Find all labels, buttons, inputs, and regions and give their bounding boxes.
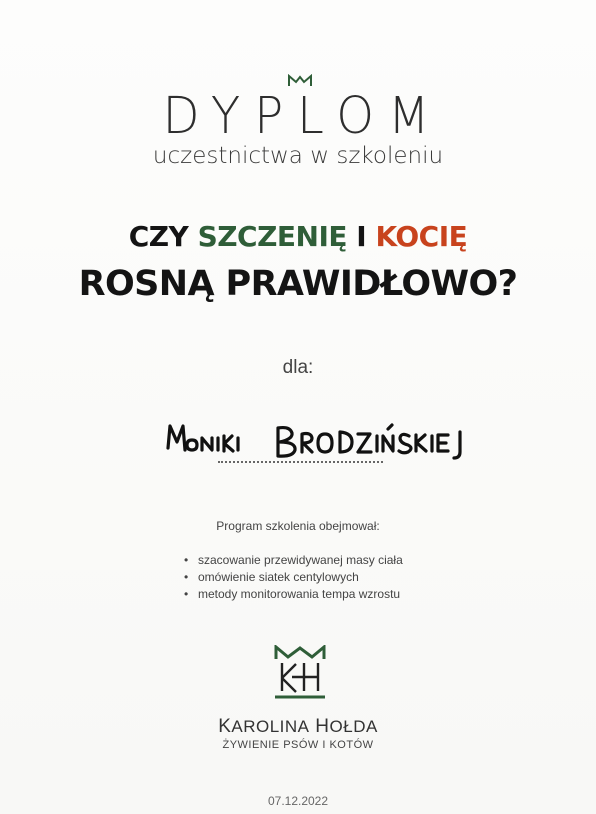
- list-item: [184, 569, 403, 586]
- list-item: [184, 552, 403, 569]
- handwritten-recipient-name: [160, 418, 480, 466]
- kh-crown-logo-icon: [270, 645, 330, 707]
- headline-i: I: [347, 220, 376, 253]
- program-item-text: metody monitorowania tempa wzrostu: [198, 587, 401, 601]
- bullet-icon: •: [184, 553, 189, 567]
- program-item-text: szacowanie przewidywanej masy ciała: [198, 553, 403, 567]
- brand-name: [0, 716, 596, 738]
- headline-line-1: [0, 220, 596, 253]
- headline-line-2: ROSNĄ PRAWIDŁOWO?: [78, 264, 518, 304]
- recipient-prefix: dla:: [282, 357, 314, 378]
- headline-kocie: KOCIĘ: [375, 220, 468, 253]
- brand-first-initial: K: [218, 716, 232, 737]
- diploma-subtitle: uczestnictwa w szkoleniu: [152, 143, 444, 169]
- headline-czy: CZY: [128, 220, 198, 253]
- list-item: [184, 586, 403, 603]
- brand-first-rest: AROLINA: [231, 717, 310, 736]
- bullet-icon: •: [184, 570, 189, 584]
- signature-dotted-line: [218, 461, 383, 463]
- program-title: Program szkolenia obejmował:: [216, 519, 380, 533]
- brand-last-rest: OŁDA: [329, 717, 378, 736]
- bullet-icon: •: [184, 587, 189, 601]
- headline-szczenie: SZCZENIĘ: [197, 220, 348, 253]
- issue-date: 07.12.2022: [267, 794, 329, 808]
- brand-last-initial: H: [309, 716, 330, 737]
- brand-tagline: ŻYWIENIE PSÓW I KOTÓW: [222, 739, 374, 751]
- program-list: [184, 552, 403, 603]
- diploma-title: DYPLOM: [162, 86, 444, 146]
- program-item-text: omówienie siatek centylowych: [198, 570, 359, 584]
